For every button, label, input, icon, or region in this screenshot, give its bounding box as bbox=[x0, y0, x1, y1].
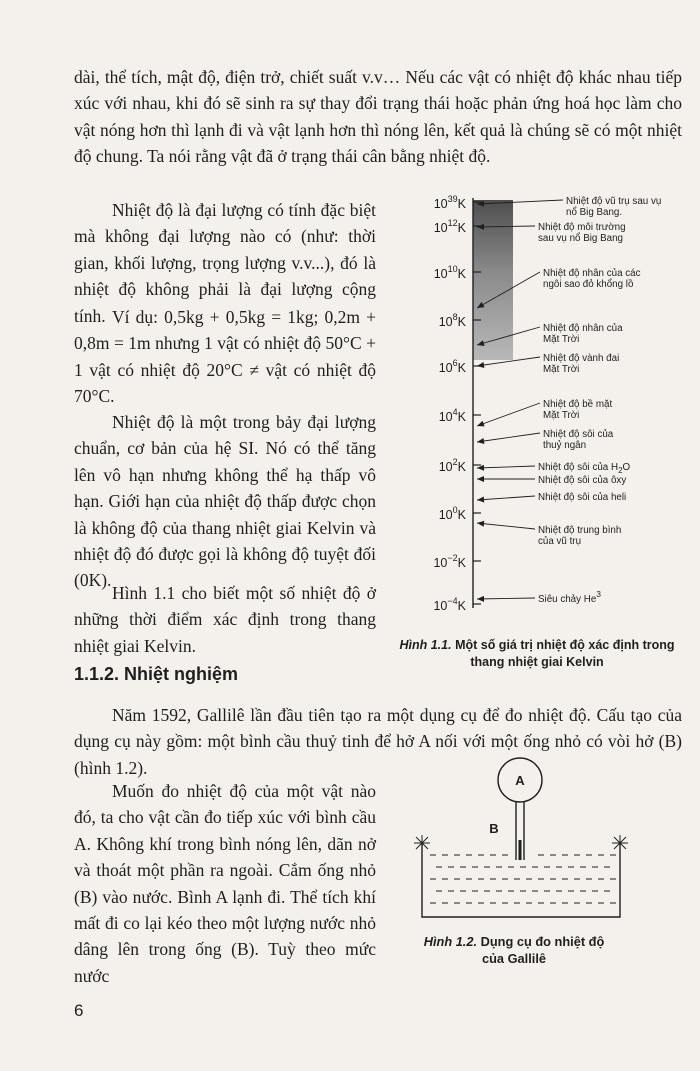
annotation-arrowhead bbox=[477, 465, 484, 471]
annotation-label: ngôi sao đỏ khổng lồ bbox=[543, 279, 634, 290]
annotation-label: của vũ trụ bbox=[538, 536, 582, 547]
scale-tick-label: $10^2K$ bbox=[438, 457, 466, 474]
annotation-label: Nhiệt độ sôi của heli bbox=[538, 492, 627, 503]
scale-tick-label: $10^{39}K$ bbox=[433, 194, 466, 211]
annotation-label: thuỷ ngân bbox=[543, 440, 587, 451]
paragraph-special-property: Nhiệt độ là đại lượng có tính đặc biệt mà không đại lượng nào có (như: thời gian, khối lượng, trọng lượng v.v...), đó là nhiệt độ không phải là đại lượng cộng tính. bbox=[74, 200, 376, 326]
figure2-caption-number: Hình 1.2. bbox=[423, 934, 478, 949]
annotation-arrowhead bbox=[477, 421, 485, 427]
annotation-label: Nhiệt độ môi trường bbox=[538, 222, 626, 233]
annotation-arrowhead bbox=[477, 476, 484, 482]
annotation-arrowhead bbox=[477, 362, 484, 368]
figure2-caption-line2: của Gallilê bbox=[481, 951, 547, 966]
annotation-label: sau vụ nổ Big Bang bbox=[538, 233, 623, 244]
annotation-arrowhead bbox=[477, 596, 484, 602]
tube-b-label: B bbox=[489, 821, 499, 836]
container-rim-left bbox=[414, 835, 430, 851]
scale-tick-label: $10^0K$ bbox=[438, 505, 466, 522]
scale-tick-label: $10^4K$ bbox=[438, 407, 466, 424]
annotation-label: Nhiệt độ bề mặt bbox=[543, 399, 613, 410]
annotation-label: Nhiệt độ sôi của ôxy bbox=[538, 475, 627, 486]
scale-tick-label: $10^6K$ bbox=[438, 358, 466, 375]
figure-galileo-thermoscope bbox=[408, 755, 648, 930]
figure-kelvin-scale bbox=[388, 180, 688, 630]
paragraph-figure-reference: Hình 1.1 cho biết một số nhiệt độ ở những thời điểm xác định trong thang nhiệt giai Kelvin. bbox=[74, 583, 376, 656]
annotation-arrow bbox=[477, 598, 535, 599]
annotation-arrowhead bbox=[477, 438, 484, 444]
container-rim-right bbox=[612, 835, 628, 851]
example-text: Ví dụ: 0,5kg + 0,5kg = 1kg; 0,2m + 0,8m = 1m nhưng 1 vật có nhiệt độ 50°C + 1 vật có nhiệt độ 20°C ≠ vật có nhiệt độ 70°C. bbox=[74, 307, 376, 407]
annotation-label: Nhiệt độ trung bình bbox=[538, 525, 622, 536]
annotation-label: Mặt Trời bbox=[543, 334, 580, 345]
paragraph-si-quantity: Nhiệt độ là một trong bảy đại lượng chuẩn, cơ bản của hệ SI. Nó có thể tăng lên vô hạn nhưng không thể hạ thấp vô hạn. Giới hạn của nhiệt độ thấp được chọn là không độ của thang nhiệt giai Kelvin và nhiệt độ đó được gọi là không độ tuyệt đối (0K). bbox=[74, 412, 376, 591]
scale-tick-label: $10^8K$ bbox=[438, 312, 466, 329]
paragraph-history: Năm 1592, Gallilê lần đầu tiên tạo ra một dụng cụ để đo nhiệt độ. Cấu tạo của dụng cụ này gồm: một bình cầu thuỷ tinh để hở A nối với một ống nhỏ có vòi hở (B) (hình 1.2). bbox=[74, 705, 682, 778]
figure1-caption bbox=[390, 637, 684, 671]
paragraph-example bbox=[74, 304, 376, 410]
page-number: 6 bbox=[74, 1001, 84, 1020]
annotation-label: Nhiệt độ sôi của $H_2O$ bbox=[538, 462, 631, 475]
figure2-caption bbox=[404, 933, 624, 967]
annotation-arrowhead bbox=[477, 497, 484, 503]
annotation-label: Nhiệt độ sôi của bbox=[543, 429, 614, 440]
bulb-a-label: A bbox=[515, 773, 525, 788]
annotation-label: nổ Big Bang. bbox=[566, 207, 623, 218]
annotation-arrow bbox=[477, 433, 540, 442]
scale-tick-label: $10^{10}K$ bbox=[433, 264, 466, 281]
paragraph-measurement: Muốn đo nhiệt độ của một vật nào đó, ta cho vật cần đo tiếp xúc với bình cầu A. Không khí trong bình nóng lên, dãn nở và thoát một phần ra ngoài. Cắm ống nhỏ (B) vào nước. Bình A lạnh đi. Thể tích khí mất đi co lại kéo theo một lượng nước nhỏ dâng lên trong ống (B). Tuỳ theo mức nước bbox=[74, 781, 376, 986]
annotation-label: Siêu chảy He3 bbox=[538, 589, 602, 605]
scale-tick-label: $10^{-2}K$ bbox=[433, 553, 466, 570]
annotation-label: Nhiệt độ nhân của bbox=[543, 323, 623, 334]
figure2-caption-line1: Dụng cụ đo nhiệt độ bbox=[480, 934, 605, 949]
scale-tick-label: $10^{12}K$ bbox=[433, 218, 466, 235]
annotation-label: Nhiệt độ vành đai bbox=[543, 353, 620, 364]
annotation-arrowhead bbox=[477, 521, 484, 527]
section-title: 1.1.2. Nhiệt nghiệm bbox=[74, 664, 239, 684]
annotation-label: Mặt Trời bbox=[543, 364, 580, 375]
annotation-arrow bbox=[477, 466, 535, 468]
paragraph-intro: dài, thể tích, mật độ, điện trở, chiết suất v.v… Nếu các vật có nhiệt độ khác nhau tiếp xúc với nhau, khi đó sẽ sinh ra sự thay đổi trạng thái hoặc phản ứng hoá học làm cho vật nóng hơn thì lạnh đi và vật lạnh hơn thì nóng lên, kết quả là chúng sẽ có một nhiệt độ chung. Ta nói rằng vật đã ở trạng thái cân bằng nhiệt độ. bbox=[74, 67, 682, 167]
annotation-arrow bbox=[477, 403, 540, 426]
annotation-label: Mặt Trời bbox=[543, 410, 580, 421]
figure1-caption-number: Hình 1.1. bbox=[399, 638, 452, 652]
annotation-arrow bbox=[477, 523, 535, 529]
figure1-caption-text: Một số giá trị nhiệt độ xác định trong thang nhiệt giai Kelvin bbox=[455, 638, 675, 669]
annotation-label: Nhiệt độ nhân của các bbox=[543, 268, 641, 279]
annotation-label: Nhiệt độ vũ trụ sau vụ bbox=[566, 196, 662, 207]
scale-tick-label: $10^{-4}K$ bbox=[433, 596, 466, 613]
annotation-arrow bbox=[477, 496, 535, 500]
water-dashes bbox=[430, 855, 616, 903]
